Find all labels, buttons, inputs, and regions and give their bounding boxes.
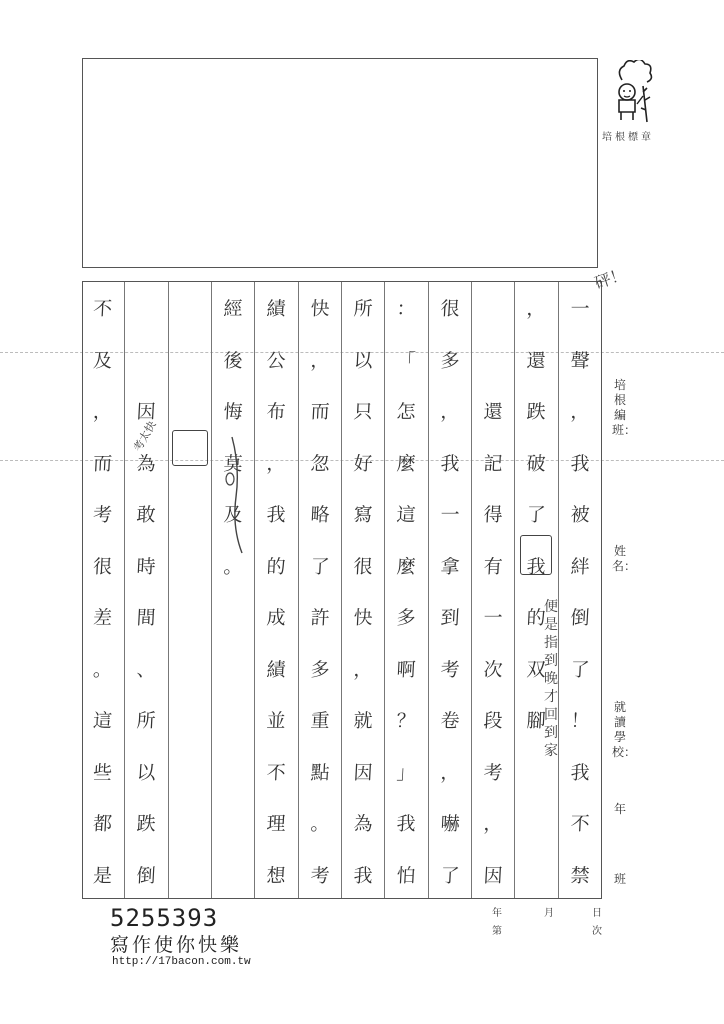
grid-cell: 是 <box>92 864 113 887</box>
grid-cell <box>211 849 256 901</box>
grid-cell: 怕 <box>396 864 417 887</box>
grid-column <box>341 282 384 898</box>
grid-cell: 快 <box>309 298 330 321</box>
grid-column <box>254 282 297 898</box>
grid-cell: 經 <box>223 298 244 321</box>
grid-column <box>81 282 124 898</box>
grid-cell: 很 <box>92 555 113 578</box>
grid-cell: 悔 <box>223 401 244 424</box>
grid-cell <box>167 694 212 746</box>
brand-slogan: 寫作使你快樂 <box>110 934 243 956</box>
grid-cell: ， <box>266 452 287 475</box>
grid-cell: 快 <box>353 607 374 630</box>
class-label: 培根編班： <box>612 378 637 437</box>
grid-cell: 績 <box>266 658 287 681</box>
grid-column <box>428 282 471 898</box>
grid-cell: 、 <box>136 658 157 681</box>
grid-cell: 及 <box>92 349 113 372</box>
grid-cell: 跌 <box>136 813 157 836</box>
grid-cell: 絆 <box>569 555 590 578</box>
grid-cell: ， <box>483 813 504 836</box>
grid-cell <box>167 643 212 695</box>
grid-cell: 「 <box>396 349 417 372</box>
grid-cell: 啊 <box>396 658 417 681</box>
grid-cell: 倒 <box>569 607 590 630</box>
grid-cell <box>471 282 516 334</box>
grid-cell <box>211 797 256 849</box>
grid-cell: 為 <box>136 452 157 475</box>
grid-cell: 」 <box>396 761 417 784</box>
grid-cell: 麼 <box>396 555 417 578</box>
grid-cell: 而 <box>309 401 330 424</box>
grid-cell <box>167 797 212 849</box>
grid-cell: 都 <box>92 813 113 836</box>
date-year: 年 <box>492 908 502 919</box>
grid-cell: 嚇 <box>439 813 460 836</box>
grid-cell: 双 <box>526 658 547 681</box>
grid-cell <box>471 334 516 386</box>
grid-cell <box>124 334 169 386</box>
grid-cell: ， <box>439 761 460 784</box>
grid-cell: 有 <box>483 555 504 578</box>
grid-cell: 敢 <box>136 504 157 527</box>
grid-cell: 了 <box>309 555 330 578</box>
date-times: 次 <box>592 926 602 937</box>
grid-cell <box>211 591 256 643</box>
correction-side-note-text: 便是指到晚才回到家 <box>544 599 558 759</box>
date-month: 月 <box>544 908 554 919</box>
grid-cell: 禁 <box>569 864 590 887</box>
name-label: 姓名： <box>612 544 637 573</box>
grid-cell: 次 <box>483 658 504 681</box>
grid-cell: 很 <box>439 298 460 321</box>
grid-cell: 為 <box>353 813 374 836</box>
grid-cell: 記 <box>483 452 504 475</box>
grid-cell: 的 <box>266 555 287 578</box>
grid-column <box>124 282 167 898</box>
brand-code: 5255393 <box>110 904 219 932</box>
grid-cell: 及 <box>223 504 244 527</box>
grid-cell: 我 <box>439 452 460 475</box>
correction-small-note: 考太快 <box>131 418 159 454</box>
grid-cell: 略 <box>309 504 330 527</box>
grid-cell: 了 <box>526 504 547 527</box>
grid-cell <box>167 849 212 901</box>
grid-cell: 因 <box>483 864 504 887</box>
strikethrough-mark <box>222 435 252 555</box>
grid-cell: 以 <box>353 349 374 372</box>
grid-cell: 跌 <box>526 401 547 424</box>
grid-cell: 我 <box>266 504 287 527</box>
grid-cell: 不 <box>569 813 590 836</box>
grid-cell: 。 <box>92 658 113 681</box>
grid-cell: 還 <box>526 349 547 372</box>
grid-cell <box>124 282 169 334</box>
grid-column <box>514 282 557 898</box>
manuscript-grid <box>82 281 602 899</box>
grid-column <box>471 282 514 898</box>
grid-cell <box>167 540 212 592</box>
grid-cell: 忽 <box>309 452 330 475</box>
grid-cell <box>211 694 256 746</box>
grid-cell: 了 <box>439 864 460 887</box>
school-label: 就讀學校： <box>612 700 637 759</box>
grid-cell: 。 <box>309 813 330 836</box>
grid-cell: ？ <box>396 710 417 733</box>
grid-cell <box>167 746 212 798</box>
grid-cell: ， <box>526 298 547 321</box>
grid-cell: 聲 <box>569 349 590 372</box>
teacher-comment-box <box>82 58 598 268</box>
grid-column <box>558 282 601 898</box>
grid-cell: 所 <box>136 710 157 733</box>
grid-cell: 拿 <box>439 555 460 578</box>
grid-cell: 段 <box>483 710 504 733</box>
grid-cell: 好 <box>353 452 374 475</box>
grid-cell: 考 <box>92 504 113 527</box>
klass-label: 班 <box>613 872 626 886</box>
grid-cell: 我 <box>353 864 374 887</box>
date-day: 日 <box>592 908 602 919</box>
grid-cell: 倒 <box>136 864 157 887</box>
grid-cell: 許 <box>309 607 330 630</box>
grid-cell: 一 <box>569 298 590 321</box>
grid-cell: 寫 <box>353 504 374 527</box>
grade-label: 年 <box>613 802 626 816</box>
grid-cell <box>167 385 212 437</box>
grid-cell: 卷 <box>439 710 460 733</box>
grid-cell: ， <box>353 658 374 681</box>
grid-cell: 一 <box>439 504 460 527</box>
correction-bang: 砰！ <box>592 264 629 293</box>
grid-cell: ， <box>309 349 330 372</box>
grid-column <box>211 282 254 898</box>
grid-cell: 我 <box>569 761 590 784</box>
grid-cell: 重 <box>309 710 330 733</box>
grid-cell: 布 <box>266 401 287 424</box>
grid-cell: 我 <box>396 813 417 836</box>
grid-cell <box>514 797 559 849</box>
grid-cell: 公 <box>266 349 287 372</box>
grid-cell: 不 <box>266 761 287 784</box>
grid-cell: 考 <box>483 761 504 784</box>
grid-cell: 後 <box>223 349 244 372</box>
grid-cell: 莫 <box>223 452 244 475</box>
grid-cell: 間 <box>136 607 157 630</box>
grid-cell: 破 <box>526 452 547 475</box>
grid-cell: 多 <box>439 349 460 372</box>
grid-cell: 我 <box>569 452 590 475</box>
grid-cell: 想 <box>266 864 287 887</box>
grid-cell: 很 <box>353 555 374 578</box>
grid-cell <box>211 643 256 695</box>
grid-cell: 就 <box>353 710 374 733</box>
grid-cell <box>167 282 212 334</box>
grid-cell <box>514 849 559 901</box>
grid-cell: 因 <box>136 401 157 424</box>
grid-cell <box>167 488 212 540</box>
grid-cell: ： <box>396 298 417 321</box>
grid-cell: 我 <box>526 555 547 578</box>
grid-cell <box>167 334 212 386</box>
grid-cell: 這 <box>396 504 417 527</box>
grid-cell: 到 <box>439 607 460 630</box>
grid-column <box>298 282 341 898</box>
grid-cell: 因 <box>353 761 374 784</box>
grid-cell: 時 <box>136 555 157 578</box>
stamp-label: 培根標章 <box>602 132 654 143</box>
bacon-mascot-stamp-icon <box>607 60 657 130</box>
grid-cell: 成 <box>266 607 287 630</box>
grid-cell: 多 <box>396 607 417 630</box>
grid-cell: 而 <box>92 452 113 475</box>
circled-word-dare <box>172 430 208 466</box>
grid-cell: 以 <box>136 761 157 784</box>
brand-url[interactable]: http://17bacon.com.tw <box>112 956 251 968</box>
grid-cell <box>211 746 256 798</box>
grid-cell: 考 <box>439 658 460 681</box>
grid-cell: 還 <box>483 401 504 424</box>
grid-cell: 一 <box>483 607 504 630</box>
grid-cell: 被 <box>569 504 590 527</box>
grid-cell: 考 <box>309 864 330 887</box>
correction-side-note <box>544 598 560 760</box>
grid-cell: ， <box>439 401 460 424</box>
grid-cell: 麼 <box>396 452 417 475</box>
grid-cell: ， <box>569 401 590 424</box>
grid-cell: 績 <box>266 298 287 321</box>
grid-cell <box>167 591 212 643</box>
grid-cell: 這 <box>92 710 113 733</box>
grid-cell: 所 <box>353 298 374 321</box>
grid-cell: 些 <box>92 761 113 784</box>
grid-cell: 差 <box>92 607 113 630</box>
grid-cell: 多 <box>309 658 330 681</box>
grid-cell: 得 <box>483 504 504 527</box>
grid-cell: 點 <box>309 761 330 784</box>
grid-column <box>168 282 211 898</box>
grid-cell: 並 <box>266 710 287 733</box>
grid-column <box>384 282 427 898</box>
grid-cell: 理 <box>266 813 287 836</box>
grid-cell: 不 <box>92 298 113 321</box>
circled-word-feet <box>520 535 552 575</box>
grid-cell: 只 <box>353 401 374 424</box>
grid-cell: 的 <box>526 607 547 630</box>
grid-cell: 腳 <box>526 710 547 733</box>
date-ordinal: 第 <box>492 926 502 937</box>
grid-cell: 了 <box>569 658 590 681</box>
grid-cell: 。 <box>223 555 244 578</box>
grid-cell: 怎 <box>396 401 417 424</box>
grid-cell: ， <box>92 401 113 424</box>
grid-cell: ！ <box>569 710 590 733</box>
